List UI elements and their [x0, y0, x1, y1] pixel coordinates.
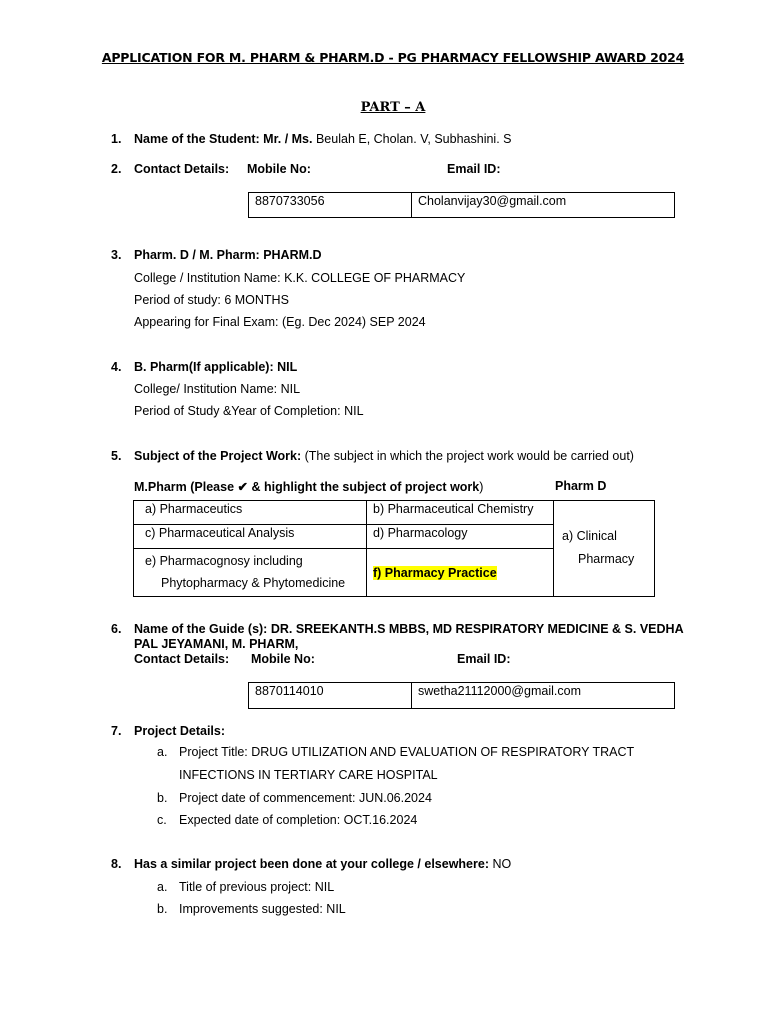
project-commencement: Project date of commencement: JUN.06.2024	[179, 791, 432, 805]
mpharm-label: M.Pharm (Please ✔ & highlight the subject of project work	[134, 480, 480, 494]
subject-pharmaceutical-analysis: c) Pharmaceutical Analysis	[134, 525, 367, 549]
pharmd-label: Pharm D	[555, 479, 607, 493]
list-letter: a.	[157, 745, 168, 759]
previous-project-title: Title of previous project: NIL	[179, 880, 335, 894]
section-number: 8.	[111, 857, 122, 871]
subject-line	[134, 449, 634, 463]
mpharm-line	[134, 479, 483, 494]
subject-pharmaceutics: a) Pharmaceutics	[134, 501, 367, 525]
list-letter: b.	[157, 902, 168, 916]
pharmd-clinical: a) Clinical	[562, 529, 617, 543]
improvements-suggested: Improvements suggested: NIL	[179, 902, 346, 916]
document-title: APPLICATION FOR M. PHARM & PHARM.D - PG PHARMACY FELLOWSHIP AWARD 2024	[101, 50, 685, 65]
subject-note: (The subject in which the project work would be carried out)	[301, 449, 634, 463]
subject-pharmacy-practice: f) Pharmacy Practice	[373, 565, 497, 580]
subject-pharmacognosy: e) Pharmacognosy including	[145, 554, 303, 568]
subject-table	[133, 500, 655, 597]
subject-pharmacy-practice-cell	[367, 549, 554, 597]
student-email: Cholanvijay30@gmail.com	[412, 193, 675, 218]
guide-contact-table	[248, 682, 675, 709]
similar-project-heading: Has a similar project been done at your college / elsewhere:	[134, 857, 489, 871]
project-details-heading: Project Details:	[134, 724, 226, 738]
student-names: Beulah E, Cholan. V, Subhashini. S	[312, 132, 512, 146]
list-letter: c.	[157, 813, 167, 827]
guide-mobile-label: Mobile No:	[251, 652, 315, 666]
project-completion: Expected date of completion: OCT.16.2024	[179, 813, 418, 827]
guide-email: swetha21112000@gmail.com	[412, 683, 675, 709]
contact-label: Contact Details:	[134, 162, 230, 176]
mobile-label: Mobile No:	[247, 162, 311, 176]
student-label: Name of the Student: Mr. / Ms.	[134, 132, 313, 146]
subject-pharmacology: d) Pharmacology	[367, 525, 554, 549]
guide-mobile: 8870114010	[249, 683, 412, 709]
section-number: 6.	[111, 622, 122, 636]
guide-email-label: Email ID:	[457, 652, 511, 666]
guide-contact-label: Contact Details:	[134, 652, 230, 666]
bpharm-heading: B. Pharm(If applicable): NIL	[134, 360, 298, 374]
period-of-study: Period of study: 6 MONTHS	[134, 293, 289, 307]
subject-heading: Subject of the Project Work:	[134, 449, 302, 463]
student-contact-table	[248, 192, 675, 218]
final-exam: Appearing for Final Exam: (Eg. Dec 2024) SEP 2024	[134, 315, 426, 329]
email-label: Email ID:	[447, 162, 501, 176]
section-number: 4.	[111, 360, 122, 374]
similar-project-answer: NO	[489, 857, 512, 871]
pharmd-subject-cell	[554, 501, 655, 597]
section-number: 5.	[111, 449, 122, 463]
section-number: 2.	[111, 162, 122, 176]
project-title-continued: INFECTIONS IN TERTIARY CARE HOSPITAL	[179, 768, 438, 782]
subject-pharmaceutical-chemistry: b) Pharmaceutical Chemistry	[367, 501, 554, 525]
student-line	[134, 132, 511, 146]
subject-pharmacognosy-cell	[134, 549, 367, 597]
section-number: 7.	[111, 724, 122, 738]
mpharm-close: )	[479, 480, 484, 494]
pharmd-pharmacy: Pharmacy	[578, 552, 635, 566]
college-name: College / Institution Name: K.K. COLLEGE OF PHARMACY	[134, 271, 466, 285]
section-number: 1.	[111, 132, 122, 146]
pharm-heading: Pharm. D / M. Pharm: PHARM.D	[134, 248, 322, 262]
similar-project-line	[134, 857, 511, 871]
guide-heading-line1: Name of the Guide (s): DR. SREEKANTH.S MBBS, MD RESPIRATORY MEDICINE & S. VEDHA	[134, 622, 684, 636]
part-heading: PART – A	[360, 100, 426, 115]
guide-heading-line2: PAL JEYAMANI, M. PHARM,	[134, 637, 299, 651]
student-mobile: 8870733056	[249, 193, 412, 218]
bpharm-period: Period of Study &Year of Completion: NIL	[134, 404, 364, 418]
section-number: 3.	[111, 248, 122, 262]
project-title: Project Title: DRUG UTILIZATION AND EVALUATION OF RESPIRATORY TRACT	[179, 745, 635, 759]
list-letter: b.	[157, 791, 168, 805]
subject-phytopharmacy: Phytopharmacy & Phytomedicine	[161, 576, 346, 590]
bpharm-college: College/ Institution Name: NIL	[134, 382, 301, 396]
list-letter: a.	[157, 880, 168, 894]
